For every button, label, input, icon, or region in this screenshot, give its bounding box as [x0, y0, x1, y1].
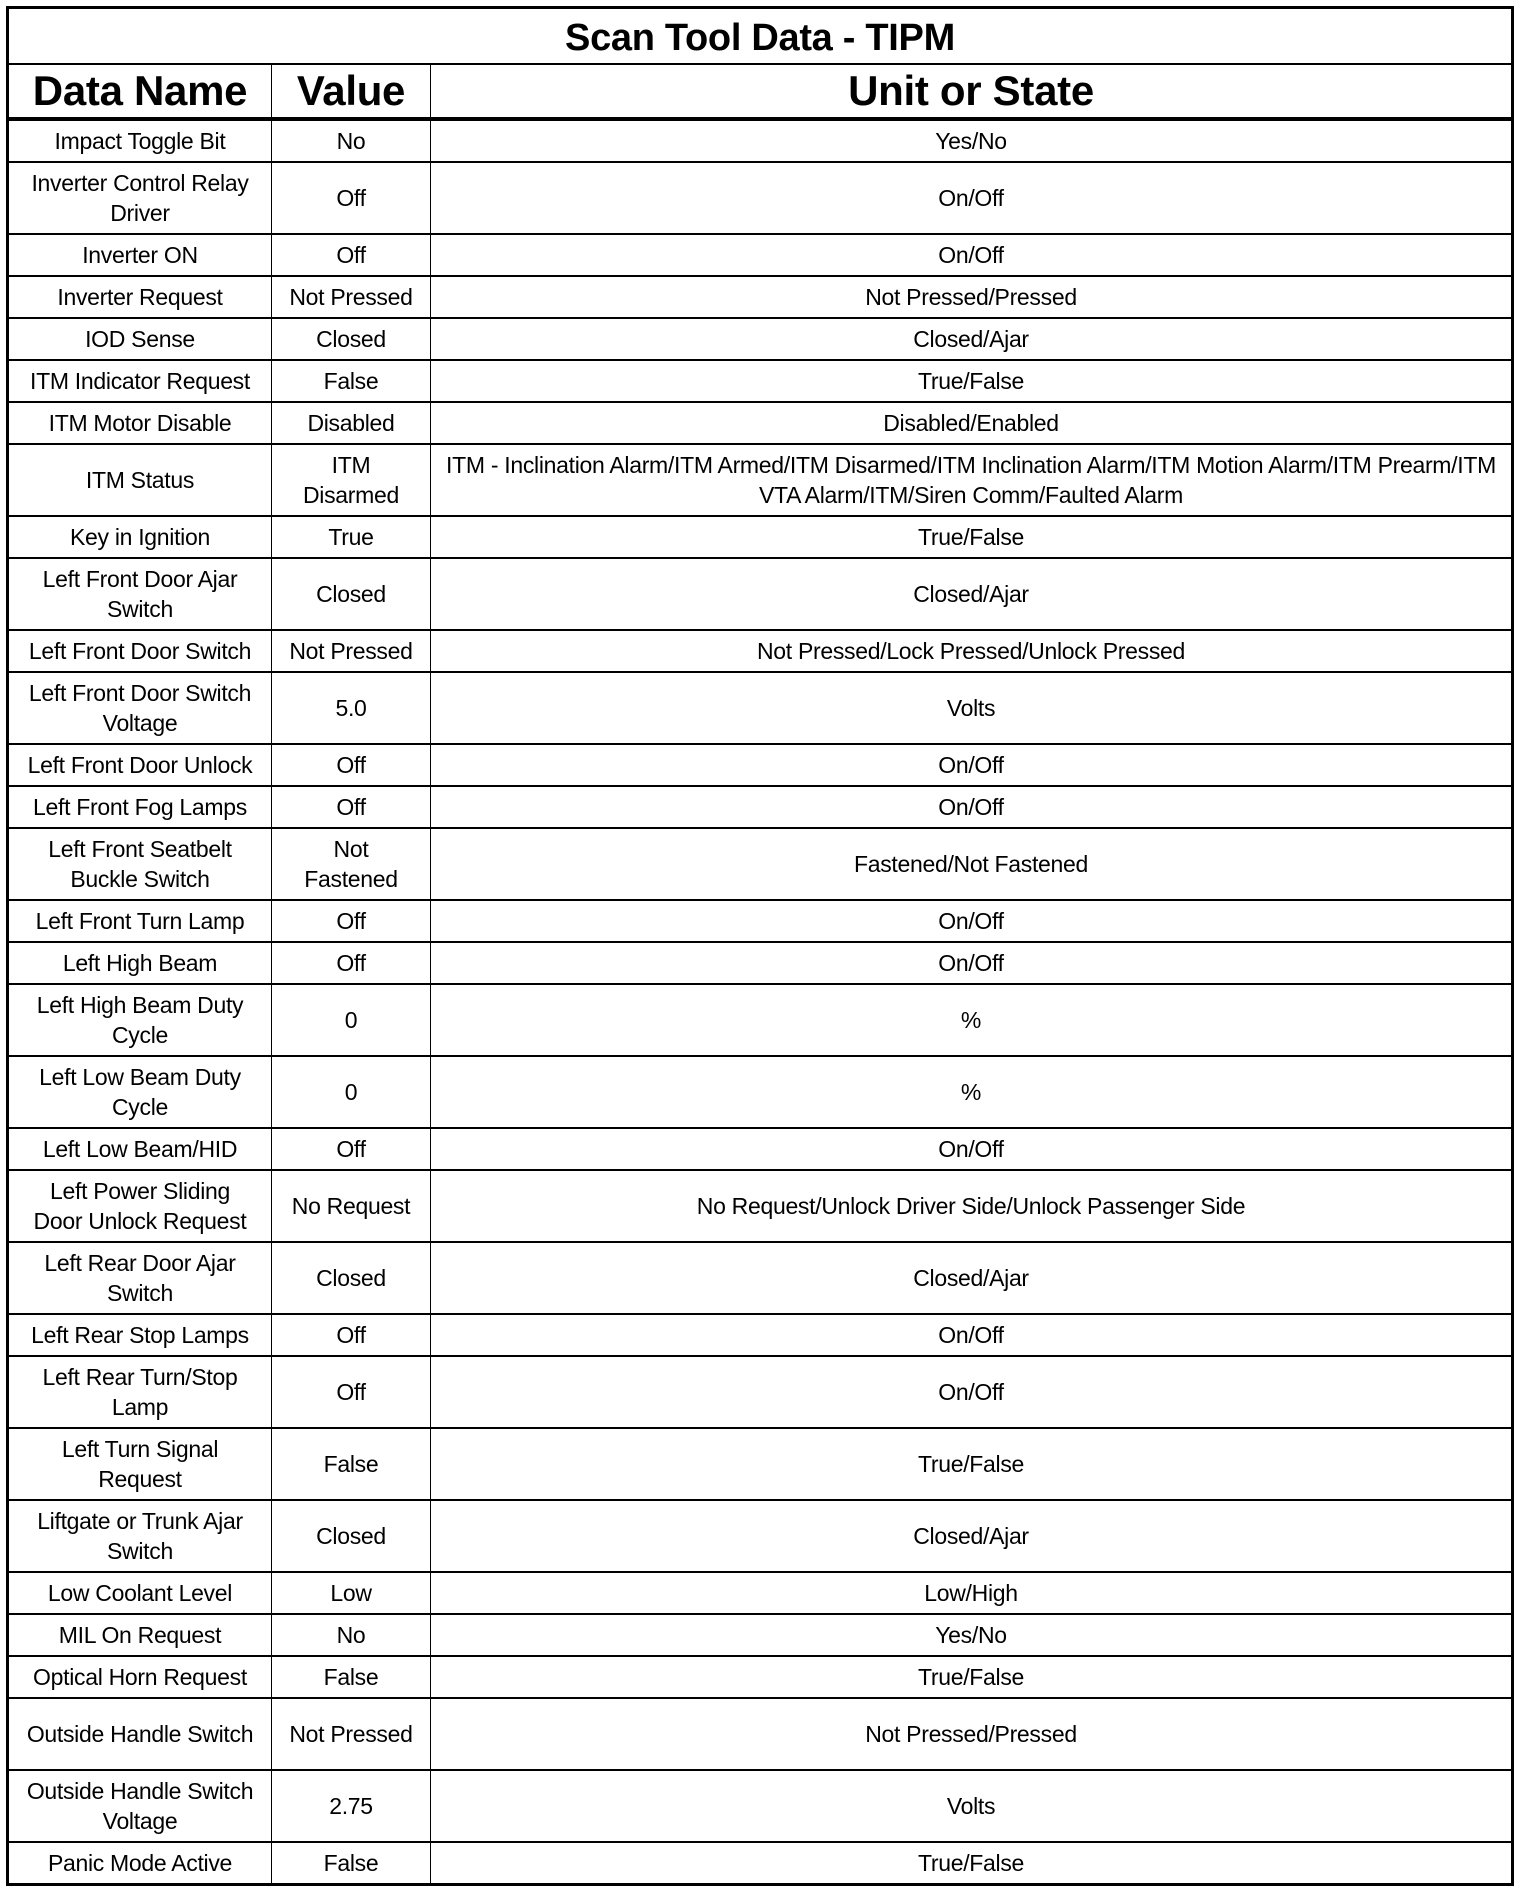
table-title: Scan Tool Data - TIPM — [8, 8, 1513, 65]
unit-or-state-cell: Closed/Ajar — [431, 558, 1513, 630]
data-name-cell: Left Front Seatbelt Buckle Switch — [8, 828, 272, 900]
unit-or-state-cell: On/Off — [431, 942, 1513, 984]
data-name-cell: Key in Ignition — [8, 516, 272, 558]
data-name-cell: Left Low Beam Duty Cycle — [8, 1056, 272, 1128]
header-value: Value — [272, 64, 431, 119]
table-body — [8, 119, 1513, 1885]
data-name-cell: Left Power Sliding Door Unlock Request — [8, 1170, 272, 1242]
unit-or-state-cell: % — [431, 984, 1513, 1056]
table-row — [8, 558, 1513, 630]
data-name-cell: Left Rear Stop Lamps — [8, 1314, 272, 1356]
value-cell: False — [272, 1656, 431, 1698]
unit-or-state-cell: % — [431, 1056, 1513, 1128]
table-row — [8, 1242, 1513, 1314]
table-row — [8, 1356, 1513, 1428]
unit-or-state-cell: True/False — [431, 360, 1513, 402]
value-cell: Off — [272, 234, 431, 276]
value-cell: Not Pressed — [272, 276, 431, 318]
table-row — [8, 1170, 1513, 1242]
data-name-cell: Inverter ON — [8, 234, 272, 276]
table-row — [8, 1128, 1513, 1170]
table-row — [8, 1698, 1513, 1770]
data-name-cell: Left Front Turn Lamp — [8, 900, 272, 942]
data-name-cell: Liftgate or Trunk Ajar Switch — [8, 1500, 272, 1572]
unit-or-state-cell: No Request/Unlock Driver Side/Unlock Passenger Side — [431, 1170, 1513, 1242]
value-cell: False — [272, 1428, 431, 1500]
data-name-cell: Low Coolant Level — [8, 1572, 272, 1614]
data-name-cell: Left Front Door Switch — [8, 630, 272, 672]
data-name-cell: Optical Horn Request — [8, 1656, 272, 1698]
value-cell: False — [272, 1842, 431, 1885]
value-cell: True — [272, 516, 431, 558]
unit-or-state-cell: True/False — [431, 1842, 1513, 1885]
table-row — [8, 1500, 1513, 1572]
value-cell: 5.0 — [272, 672, 431, 744]
data-name-cell: ITM Indicator Request — [8, 360, 272, 402]
value-cell: No — [272, 119, 431, 162]
value-cell: Off — [272, 1314, 431, 1356]
table-row — [8, 1842, 1513, 1885]
value-cell: Off — [272, 1356, 431, 1428]
table-row — [8, 119, 1513, 162]
unit-or-state-cell: On/Off — [431, 1356, 1513, 1428]
table-row — [8, 234, 1513, 276]
value-cell: Off — [272, 900, 431, 942]
unit-or-state-cell: ITM - Inclination Alarm/ITM Armed/ITM Disarmed/ITM Inclination Alarm/ITM Motion Alarm/ITM Prearm/ITM VTA Alarm/ITM/Siren Comm/Faulted Alarm — [431, 444, 1513, 516]
table-row — [8, 672, 1513, 744]
value-cell: No — [272, 1614, 431, 1656]
table-row — [8, 1056, 1513, 1128]
unit-or-state-cell: True/False — [431, 1656, 1513, 1698]
unit-or-state-cell: On/Off — [431, 786, 1513, 828]
header-unit-or-state: Unit or State — [431, 64, 1513, 119]
value-cell: Off — [272, 162, 431, 234]
data-name-cell: Inverter Control Relay Driver — [8, 162, 272, 234]
unit-or-state-cell: Yes/No — [431, 119, 1513, 162]
data-name-cell: Left Low Beam/HID — [8, 1128, 272, 1170]
data-name-cell: Impact Toggle Bit — [8, 119, 272, 162]
unit-or-state-cell: Low/High — [431, 1572, 1513, 1614]
unit-or-state-cell: On/Off — [431, 1314, 1513, 1356]
value-cell: No Request — [272, 1170, 431, 1242]
table-row — [8, 744, 1513, 786]
data-name-cell: MIL On Request — [8, 1614, 272, 1656]
table-row — [8, 786, 1513, 828]
unit-or-state-cell: Fastened/Not Fastened — [431, 828, 1513, 900]
value-cell: ITM Disarmed — [272, 444, 431, 516]
data-name-cell: Left High Beam Duty Cycle — [8, 984, 272, 1056]
header-data-name: Data Name — [8, 64, 272, 119]
table-row — [8, 900, 1513, 942]
unit-or-state-cell: Volts — [431, 1770, 1513, 1842]
unit-or-state-cell: On/Off — [431, 744, 1513, 786]
unit-or-state-cell: True/False — [431, 516, 1513, 558]
table-row — [8, 516, 1513, 558]
table-row — [8, 1572, 1513, 1614]
data-name-cell: Left High Beam — [8, 942, 272, 984]
data-name-cell: Left Front Door Ajar Switch — [8, 558, 272, 630]
table-row — [8, 276, 1513, 318]
table-row — [8, 942, 1513, 984]
unit-or-state-cell: On/Off — [431, 900, 1513, 942]
value-cell: Closed — [272, 1242, 431, 1314]
data-name-cell: Outside Handle Switch — [8, 1698, 272, 1770]
unit-or-state-cell: Closed/Ajar — [431, 318, 1513, 360]
value-cell: Disabled — [272, 402, 431, 444]
value-cell: 2.75 — [272, 1770, 431, 1842]
data-name-cell: Left Rear Turn/Stop Lamp — [8, 1356, 272, 1428]
value-cell: 0 — [272, 1056, 431, 1128]
unit-or-state-cell: Closed/Ajar — [431, 1242, 1513, 1314]
data-name-cell: Outside Handle Switch Voltage — [8, 1770, 272, 1842]
unit-or-state-cell: Closed/Ajar — [431, 1500, 1513, 1572]
table-row — [8, 162, 1513, 234]
value-cell: Not Pressed — [272, 630, 431, 672]
table-row — [8, 1656, 1513, 1698]
unit-or-state-cell: On/Off — [431, 1128, 1513, 1170]
table-row — [8, 444, 1513, 516]
data-name-cell: Inverter Request — [8, 276, 272, 318]
data-name-cell: Left Turn Signal Request — [8, 1428, 272, 1500]
value-cell: 0 — [272, 984, 431, 1056]
scan-tool-data-table — [6, 6, 1514, 1886]
value-cell: Off — [272, 1128, 431, 1170]
data-name-cell: ITM Status — [8, 444, 272, 516]
value-cell: False — [272, 360, 431, 402]
table-row — [8, 1428, 1513, 1500]
unit-or-state-cell: On/Off — [431, 234, 1513, 276]
unit-or-state-cell: Volts — [431, 672, 1513, 744]
table-row — [8, 984, 1513, 1056]
value-cell: Closed — [272, 318, 431, 360]
value-cell: Not Fastened — [272, 828, 431, 900]
unit-or-state-cell: Yes/No — [431, 1614, 1513, 1656]
table-row — [8, 360, 1513, 402]
value-cell: Off — [272, 786, 431, 828]
table-row — [8, 1614, 1513, 1656]
data-name-cell: Left Front Door Switch Voltage — [8, 672, 272, 744]
value-cell: Closed — [272, 1500, 431, 1572]
table-row — [8, 828, 1513, 900]
table-row — [8, 402, 1513, 444]
table-row — [8, 1770, 1513, 1842]
table-row — [8, 318, 1513, 360]
value-cell: Off — [272, 942, 431, 984]
data-name-cell: Left Rear Door Ajar Switch — [8, 1242, 272, 1314]
value-cell: Off — [272, 744, 431, 786]
unit-or-state-cell: Disabled/Enabled — [431, 402, 1513, 444]
value-cell: Closed — [272, 558, 431, 630]
data-name-cell: Left Front Door Unlock — [8, 744, 272, 786]
value-cell: Not Pressed — [272, 1698, 431, 1770]
unit-or-state-cell: Not Pressed/Pressed — [431, 276, 1513, 318]
unit-or-state-cell: True/False — [431, 1428, 1513, 1500]
value-cell: Low — [272, 1572, 431, 1614]
unit-or-state-cell: On/Off — [431, 162, 1513, 234]
unit-or-state-cell: Not Pressed/Pressed — [431, 1698, 1513, 1770]
data-name-cell: Panic Mode Active — [8, 1842, 272, 1885]
table-row — [8, 630, 1513, 672]
data-name-cell: Left Front Fog Lamps — [8, 786, 272, 828]
unit-or-state-cell: Not Pressed/Lock Pressed/Unlock Pressed — [431, 630, 1513, 672]
table-row — [8, 1314, 1513, 1356]
data-name-cell: IOD Sense — [8, 318, 272, 360]
data-name-cell: ITM Motor Disable — [8, 402, 272, 444]
